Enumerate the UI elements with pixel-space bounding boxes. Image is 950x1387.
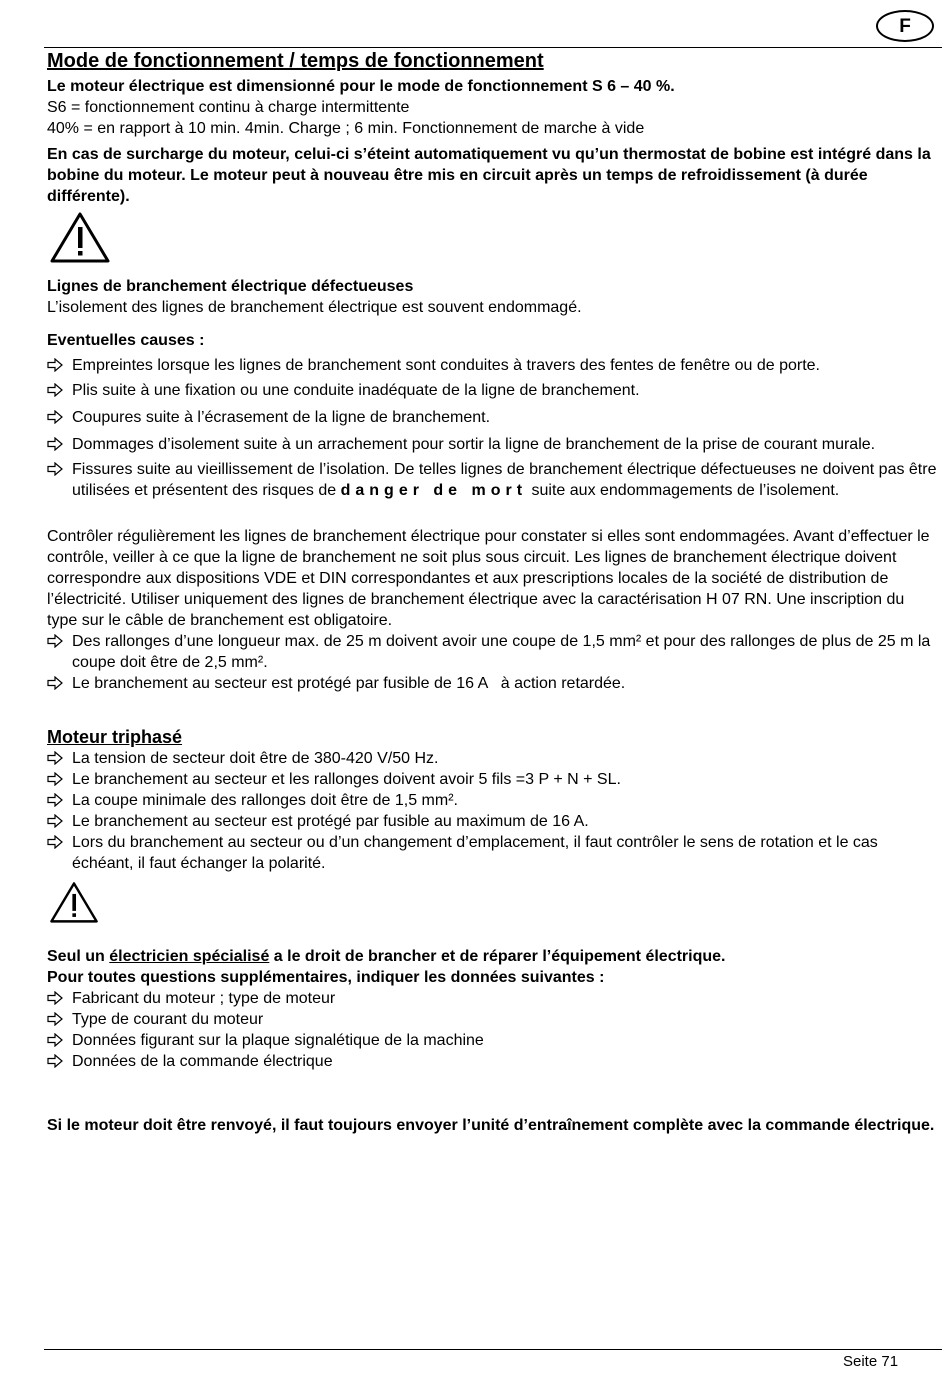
list-item: Type de courant du moteur (47, 1009, 937, 1030)
arrow-right-icon (47, 772, 63, 786)
arrow-right-icon (47, 462, 63, 476)
warning1-title: Lignes de branchement électrique défectueuses (47, 278, 414, 295)
list-item: Dommages d’isolement suite à un arrachement pour sortir la ligne de branchement de la prise de courant murale. (47, 434, 937, 455)
control-paragraph: Contrôler régulièrement les lignes de branchement électrique pour constater si elles sont endommagées. Avant d’effectuer le contrôle, veiller à ce que la ligne de branchement ne soit plus sous circuit. Les lignes de branchement électrique doivent correspondre aux dispositions VDE et DIN correspondantes et aux prescriptions locales de la société de distribution de l’électricité. Utiliser uniquement des lignes de branchement électrique avec la caractérisation H 07 RN. Une inscription du type sur le câble de branchement est obligatoire. (47, 528, 930, 629)
control-list (47, 631, 937, 694)
warning-triangle-icon (49, 881, 99, 923)
warning-icon-2 (49, 881, 937, 923)
arrow-right-icon (47, 793, 63, 807)
list-item: Fabricant du moteur ; type de moteur (47, 988, 937, 1009)
footer-rule (44, 1349, 942, 1350)
questions-line: Pour toutes questions supplémentaires, indiquer les données suivantes : (47, 969, 605, 986)
list-item: Empreintes lorsque les lignes de branchement sont conduites à travers des fentes de fenêtre ou de porte. (47, 355, 937, 376)
list-item: Des rallonges d’une longueur max. de 25 m doivent avoir une coupe de 1,5 mm² et pour des rallonges de plus de 25 m la coupe doit être de 2,5 mm². (47, 631, 937, 673)
arrow-right-icon (47, 358, 63, 372)
list-item: Coupures suite à l’écrasement de la ligne de branchement. (47, 407, 937, 428)
three-phase-title: Moteur triphasé (47, 727, 183, 747)
list-item: Le branchement au secteur est protégé par fusible de 16 A à action retardée. (47, 673, 937, 694)
data-list (47, 988, 937, 1072)
arrow-right-icon (47, 634, 63, 648)
warning-triangle-icon (49, 211, 111, 263)
duty-40-line: 40% = en rapport à 10 min. 4min. Charge ; 6 min. Fonctionnement de marche à vide (47, 120, 645, 137)
arrow-right-icon (47, 383, 63, 397)
page-number: Seite 71 (843, 1353, 899, 1370)
overload-paragraph: En cas de surcharge du moteur, celui-ci s’éteint automatiquement vu qu’un thermostat de bobine est intégré dans la bobine du moteur. Le moteur peut à nouveau être mis en circuit après un temps de refroidissement (à durée différente). (47, 146, 931, 205)
list-item: Données de la commande électrique (47, 1051, 937, 1072)
list-item: La tension de secteur doit être de 380-420 V/50 Hz. (47, 748, 937, 769)
arrow-right-icon (47, 410, 63, 424)
list-item: La coupe minimale des rallonges doit être de 1,5 mm². (47, 790, 937, 811)
electrician-line: Seul un électricien spécialisé a le droit de brancher et de réparer l’équipement électrique. (47, 948, 726, 965)
list-item: Le branchement au secteur est protégé par fusible au maximum de 16 A. (47, 811, 937, 832)
list-item: Plis suite à une fixation ou une conduite inadéquate de la ligne de branchement. (47, 380, 937, 401)
warning-icon-1 (49, 211, 937, 263)
danger-emphasis: danger de mort (340, 482, 528, 499)
causes-list (47, 355, 937, 501)
language-badge: F (876, 10, 934, 42)
duty-s6-line: S6 = fonctionnement continu à charge intermittente (47, 99, 410, 116)
arrow-right-icon (47, 751, 63, 765)
arrow-right-icon (47, 437, 63, 451)
causes-title: Eventuelles causes : (47, 332, 205, 349)
electrician-underlined: électricien spécialisé (109, 948, 270, 965)
three-phase-list (47, 748, 937, 874)
list-item: Le branchement au secteur et les rallonges doivent avoir 5 fils =3 P + N + SL. (47, 769, 937, 790)
arrow-right-icon (47, 1054, 63, 1068)
page-content (47, 48, 937, 1136)
arrow-right-icon (47, 814, 63, 828)
arrow-right-icon (47, 1012, 63, 1026)
arrow-right-icon (47, 676, 63, 690)
arrow-right-icon (47, 1033, 63, 1047)
arrow-right-icon (47, 991, 63, 1005)
warning1-text: L’isolement des lignes de branchement électrique est souvent endommagé. (47, 299, 582, 316)
section-title: Mode de fonctionnement / temps de fonctionnement (47, 50, 544, 72)
list-item: Fissures suite au vieillissement de l’isolation. De telles lignes de branchement électrique défectueuses ne doivent pas être utilisées et présentent des risques de danger de mort suite aux endommagements de l’isolement. (47, 459, 937, 501)
arrow-right-icon (47, 835, 63, 849)
list-item: Lors du branchement au secteur ou d’un changement d’emplacement, il faut contrôler le sens de rotation et le cas échéant, il faut échanger la polarité. (47, 832, 937, 874)
duty-mode-lead: Le moteur électrique est dimensionné pour le mode de fonctionnement S 6 – 40 %. (47, 78, 675, 95)
closing-paragraph: Si le moteur doit être renvoyé, il faut toujours envoyer l’unité d’entraînement complète avec la commande électrique. (47, 1117, 935, 1134)
list-item: Données figurant sur la plaque signalétique de la machine (47, 1030, 937, 1051)
